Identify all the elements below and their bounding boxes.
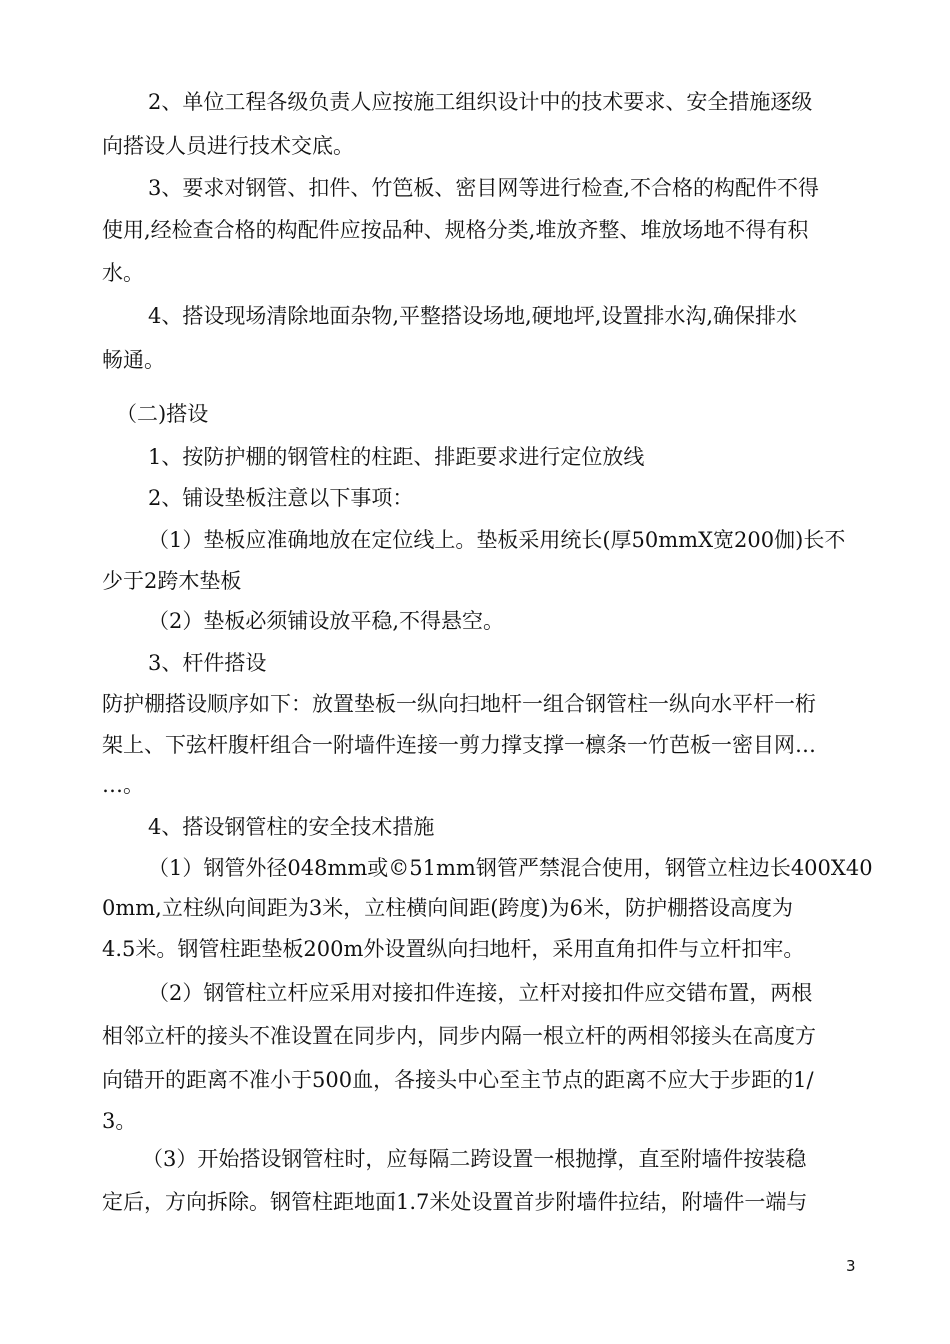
item-2-sub-2: （2）垫板必须铺设放平稳,不得悬空。 (148, 609, 505, 633)
item-4-sub-2-line-3: 向错开的距离不准小于500血，各接头中心至主节点的距离不应大于步距的1/ (102, 1068, 814, 1092)
item-4-sub-2-line-2: 相邻立杆的接头不准设置在同步内，同步内隔一根立杆的两相邻接头在高度方 (102, 1024, 816, 1048)
page-number: 3 (846, 1257, 856, 1275)
item-3-text-line-2: 架上、下弦杆腹杆组合一附墙件连接一剪力撑支撑一檩条一竹芭板一密目网… (102, 733, 816, 757)
item-4-sub-1-line-3: 4.5米。钢管柱距垫板200m外设置纵向扫地杆，采用直角扣件与立杆扣牢。 (102, 937, 805, 961)
item-4-sub-2-line-4: 3。 (102, 1109, 137, 1133)
item-3-text-line-1: 防护棚搭设顺序如下：放置垫板一纵向扫地杆一组合钢管柱一纵向水平杆一桁 (102, 692, 816, 716)
item-3: 3、杆件搭设 (148, 651, 267, 675)
paragraph-3-line-3: 水。 (102, 261, 144, 285)
item-4-sub-1-line-1: （1）钢管外径048mm或©51mm钢管严禁混合使用，钢管立柱边长400X40 (148, 856, 873, 880)
item-2-sub-1-line-1: （1）垫板应准确地放在定位线上。垫板采用统长(厚50mmX宽200伽)长不 (148, 528, 846, 552)
item-2: 2、铺设垫板注意以下事项： (148, 486, 414, 510)
item-1: 1、按防护棚的钢管柱的柱距、排距要求进行定位放线 (148, 445, 645, 469)
item-2-sub-1-line-2: 少于2跨木垫板 (102, 569, 242, 593)
paragraph-3-line-1: 3、要求对钢管、扣件、竹笆板、密目网等进行检查,不合格的构配件不得 (148, 176, 820, 200)
paragraph-2-line-2: 向搭设人员进行技术交底。 (102, 134, 354, 158)
paragraph-2-line-1: 2、单位工程各级负责人应按施工组织设计中的技术要求、安全措施逐级 (148, 90, 813, 114)
item-4-sub-1-line-2: 0mm,立柱纵向间距为3米，立柱横向间距(跨度)为6米，防护棚搭设高度为 (102, 896, 793, 920)
paragraph-3-line-2: 使用,经检查合格的构配件应按品种、规格分类,堆放齐整、堆放场地不得有积 (102, 218, 809, 242)
item-4-sub-3-line-2: 定后，方向拆除。钢管柱距地面1.7米处设置首步附墙件拉结，附墙件一端与 (102, 1190, 808, 1214)
paragraph-4-line-2: 畅通。 (102, 348, 165, 372)
item-4-sub-3-line-1: （3）开始搭设钢管柱时，应每隔二跨设置一根抛撑，直至附墙件按装稳 (142, 1147, 807, 1171)
item-4: 4、搭设钢管柱的安全技术措施 (148, 815, 435, 839)
item-4-sub-2-line-1: （2）钢管柱立杆应采用对接扣件连接，立杆对接扣件应交错布置，两根 (148, 981, 813, 1005)
item-3-text-line-3: …。 (102, 773, 144, 797)
paragraph-4-line-1: 4、搭设现场清除地面杂物,平整搭设场地,硬地坪,设置排水沟,确保排水 (148, 304, 798, 328)
section-heading: （二)搭设 (116, 402, 209, 426)
